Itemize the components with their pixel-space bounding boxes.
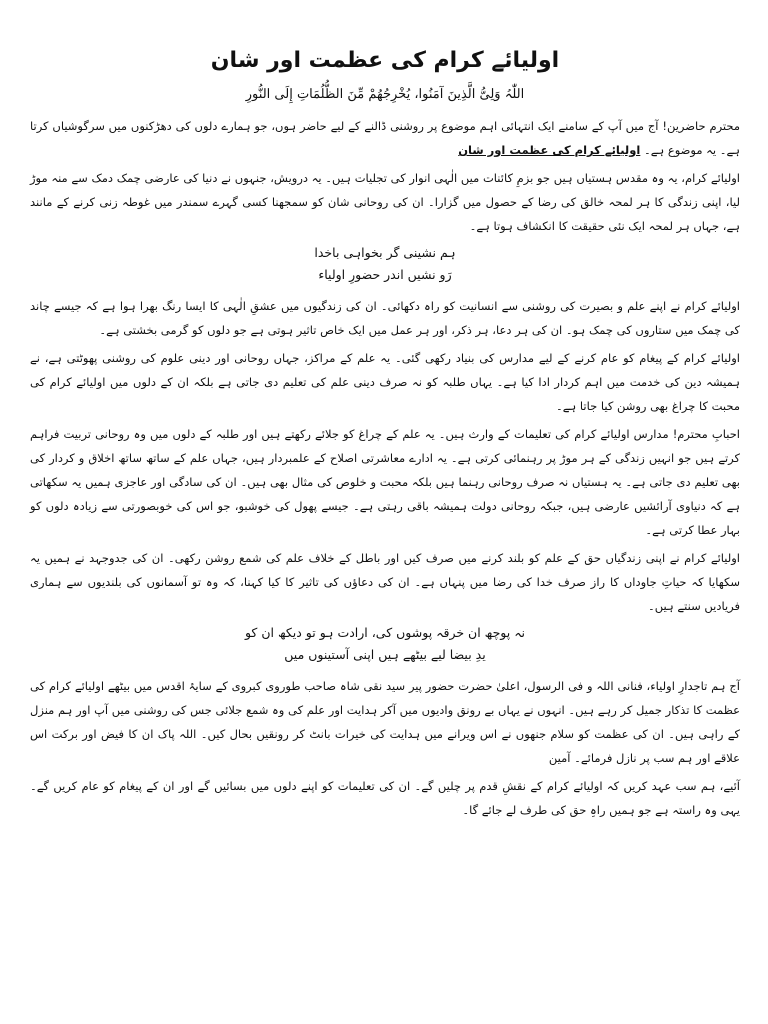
paragraph-4: اولیائے کرام کے پیغام کو عام کرنے کے لیے مدارس کی بنیاد رکھی گئی۔ یہ علم کے مراکز، جہاں روحانی اور دینی علوم کی روشنی پھوٹتی ہے، نے ہمیشہ دین کی خدمت میں اہم کردار ادا کیا ہے۔ یہاں طلبہ کو نہ صرف دینی علم کی تعلیم دی جاتی ہے بلکہ ان کے دلوں میں اولیائے کرام کی محبت کا چراغ بھی روشن کیا جاتا ہے۔ — [30, 351, 740, 413]
quranic-verse: اللّٰہُ وَلِیُّ الَّذِینَ آمَنُوا، یُخْرِجُھُمْ مِّنَ الظُّلُمَاتِ إِلَى النُّورِ — [245, 87, 525, 102]
paragraph-5: احبابِ محترم! مدارس اولیائے کرام کی تعلیمات کے وارث ہیں۔ یہ علم کے چراغ کو جلائے رکھتے ہیں اور طلبہ کے دلوں میں وہ روحانی تربیت فراہم کرتے ہیں جو انہیں زندگی کے ہر موڑ پر رہنمائی کرتی ہے۔ یہ ادارے معاشرتی اصلاح کے علمبردار ہیں، جہاں علم کے ساتھ ساتھ اخلاق و کردار کی بھی تعلیم دی جاتی ہے۔ یہ ہستیاں نہ صرف روحانی رہنما ہیں بلکہ محبت و خلوص کی مثال بھی ہیں۔ ان کی سادگی اور عاجزی ہمیں یہ سکھاتی ہے کہ دنیاوی آرائشیں عارضی ہیں، جبکہ روحانی دولت ہمیشہ باقی رہتی ہے۔ جیسے پھول کی خوشبو، جو اس کی خوبصورتی سے زیادہ دلوں کو بہار عطا کرتی ہے۔ — [30, 427, 740, 537]
paragraph-2: اولیائے کرام، یہ وہ مقدس ہستیاں ہیں جو بزمِ کائنات میں الٰہی انوار کی تجلیات ہیں۔ یہ درویش، جنہوں نے دنیا کی عارضی چمک دمک سے منہ موڑ لیا، اپنی زندگی کا ہر لمحہ خالق کی رضا کے حصول میں گزارا۔ ان کی روحانی شان کو سمجھنا کسی گہرے سمندر میں غوطہ زنی کرنے کے مانند ہے، جہاں ہر لمحہ ایک نئی حقیقت کا انکشاف ہوتا ہے۔ — [30, 171, 740, 233]
paragraph-8: آئیے، ہم سب عہد کریں کہ اولیائے کرام کے نقشِ قدم پر چلیں گے۔ ان کی تعلیمات کو اپنے دلوں میں بسائیں گے اور ان کے پیغام کو عام کریں گے۔ یہی وہ راستہ ہے جو ہمیں راہِ حق کی طرف لے جائے گا۔ — [30, 779, 740, 817]
document-page — [30, 44, 740, 974]
couplet-line-1: ہم نشینی گر بخواہی باخدا — [314, 245, 456, 260]
paragraph-3: اولیائے کرام نے اپنے علم و بصیرت کی روشنی سے انسانیت کو راہ دکھائی۔ ان کی زندگیوں میں عشقِ الٰہی کا ایسا رنگ بھرا ہوا ہے کہ جیسے چاند کی چمک میں ستاروں کی چمک ہو۔ ان کی ہر دعا، ہر ذکر، اور ہر عمل میں ایک خاص تاثیر ہوتی ہے جو دلوں کو گرمی بخشتی ہے۔ — [30, 299, 740, 337]
topic-heading: اولیائے کرام کی عظمت اور شان — [458, 143, 641, 157]
persian-couplet — [30, 242, 740, 286]
paragraph-6: اولیائے کرام نے اپنی زندگیاں حق کے علم کو بلند کرنے میں صرف کیں اور باطل کے خلاف علم کی شمع روشن رکھی۔ ان کی جدوجہد نے ہمیں یہ سکھایا کہ حیاتِ جاوداں کا راز صرف خدا کی رضا میں پنہاں ہے۔ ان کی دعاؤں کی تاثیر کا کیا کہنا، کہ وہ تو آسمانوں کی بلندیوں سے ہماری فریادیں سنتے ہیں۔ — [30, 551, 740, 613]
page-title: اولیائے کرام کی عظمت اور شان — [210, 48, 560, 73]
couplet-line-1: نہ پوچھ ان خرقہ پوشوں کی، ارادت ہو تو دیکھ ان کو — [244, 625, 526, 640]
intro-text: محترم حاضرین! آج میں آپ کے سامنے ایک انتہائی اہم موضوع پر روشنی ڈالنے کے لیے حاضر ہوں، جو ہمارے دلوں کی دھڑکنوں میں سرگوشیاں کرتا ہے۔ یہ موضوع ہے۔ — [30, 119, 740, 157]
paragraph-7-text: آج ہم تاجدارِ اولیاء، فنانی اللہ و فی الرسول، اعلیٰ حضرت حضور پیر سید نقی شاہ صاحب طوروی کبروی کے سایۂ اقدس میں بیٹھے اولیائے کرام کی عظمت کا تذکار جمیل کر رہے ہیں۔ انہوں نے یہاں بے رونق وادیوں میں آکر ہدایت اور علم کی وہ شمع جلائی جس کی روشنی میں آپ اور ہم منزل کے راہی ہیں۔ ان کی عظمت کو سلام جنھوں نے اس ویرانے میں ہدایت کی خیرات بانٹ کر رونقیں بحال کیں۔ اللہ پاک ان کا فیض اور برکت اس علاقے اور ہم سب پر نازل فرمائے۔ — [30, 679, 740, 765]
paragraph-intro — [30, 114, 740, 162]
paragraph-7 — [30, 674, 740, 770]
couplet-line-2: یدِ بیضا لیے بیٹھے ہیں اپنی آستینوں میں — [284, 647, 486, 662]
amen-text: آمین — [548, 751, 571, 765]
urdu-couplet — [30, 622, 740, 666]
couplet-line-2: رَو نشیں اندر حضورِ اولیاء — [318, 267, 452, 282]
